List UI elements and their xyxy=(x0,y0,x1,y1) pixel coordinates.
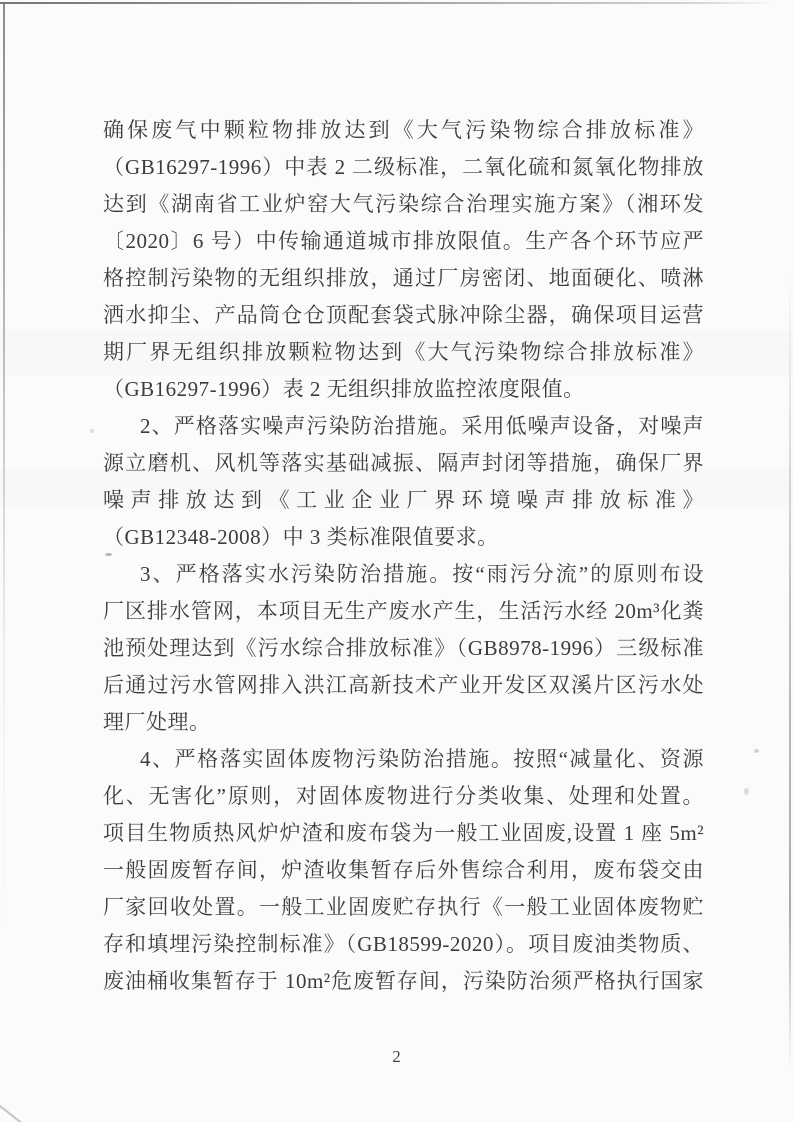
text-line: 2、严格落实噪声污染防治措施。采用低噪声设备，对噪声 xyxy=(140,414,704,438)
paragraph-air-pollution xyxy=(103,112,704,408)
text-line: 4、严格落实固体废物污染防治措施。按照“减量化、资源 xyxy=(140,747,704,771)
text-line: 废油桶收集暂存于 10m²危废暂存间，污染防治须严格执行国家 xyxy=(103,969,704,993)
scan-edge-top xyxy=(0,2,793,4)
text-line: 项目生物质热风炉炉渣和废布袋为一般工业固废,设置 1 座 5m² xyxy=(103,821,704,845)
scan-artifact xyxy=(90,429,94,433)
text-line: 确保废气中颗粒物排放达到《大气污染物综合排放标准》 xyxy=(103,118,704,142)
text-line: 后通过污水管网排入洪江高新技术产业开发区双溪片区污水处 xyxy=(103,673,704,697)
text-line: 一般固废暂存间，炉渣收集暂存后外售综合利用，废布袋交由 xyxy=(103,858,704,882)
text-line: 〔2020〕6 号）中传输通道城市排放限值。生产各个环节应严 xyxy=(103,229,704,253)
text-line: 噪声排放达到《工业企业厂界环境噪声排放标准》 xyxy=(103,488,704,512)
text-line: 厂家回收处置。一般工业固废贮存执行《一般工业固体废物贮 xyxy=(103,895,704,919)
text-line: 格控制污染物的无组织排放，通过厂房密闭、地面硬化、喷淋 xyxy=(103,266,704,290)
text-line: 化、无害化”原则，对固体废物进行分类收集、处理和处置。 xyxy=(103,784,704,808)
text-line: 达到《湖南省工业炉窑大气污染综合治理实施方案》（湘环发 xyxy=(103,192,704,216)
scan-edge-right xyxy=(789,270,791,1070)
text-line: 洒水抑尘、产品筒仓仓顶配套袋式脉冲除尘器，确保项目运营 xyxy=(103,303,704,327)
scan-edge-corner xyxy=(0,1103,32,1122)
page-number: 2 xyxy=(392,1047,401,1066)
text-line: 期厂界无组织排放颗粒物达到《大气污染物综合排放标准》 xyxy=(103,340,704,364)
text-line: 源立磨机、风机等落实基础减振、隔声封闭等措施，确保厂界 xyxy=(103,451,704,475)
paragraph-water-pollution xyxy=(103,556,704,741)
scan-edge-left xyxy=(3,4,5,934)
text-line: （GB16297-1996）中表 2 二级标准，二氧化硫和氮氧化物排放 xyxy=(103,155,704,179)
scan-artifact xyxy=(744,788,749,795)
text-line: （GB12348-2008）中 3 类标准限值要求。 xyxy=(103,525,499,549)
text-line: 理厂处理。 xyxy=(103,710,211,734)
document-body xyxy=(103,112,704,1000)
text-line: 存和填埋污染控制标准》（GB18599-2020）。项目废油类物质、 xyxy=(103,932,704,956)
paragraph-noise-control xyxy=(103,408,704,556)
text-line: 池预处理达到《污水综合排放标准》（GB8978-1996）三级标准 xyxy=(103,636,704,660)
scan-artifact xyxy=(754,749,759,753)
text-line: 3、严格落实水污染防治措施。按“雨污分流”的原则布设 xyxy=(140,562,704,586)
text-line: 厂区排水管网，本项目无生产废水产生，生活污水经 20m³化粪 xyxy=(103,599,704,623)
paragraph-solid-waste xyxy=(103,741,704,1000)
text-line: （GB16297-1996）表 2 无组织排放监控浓度限值。 xyxy=(103,377,585,401)
